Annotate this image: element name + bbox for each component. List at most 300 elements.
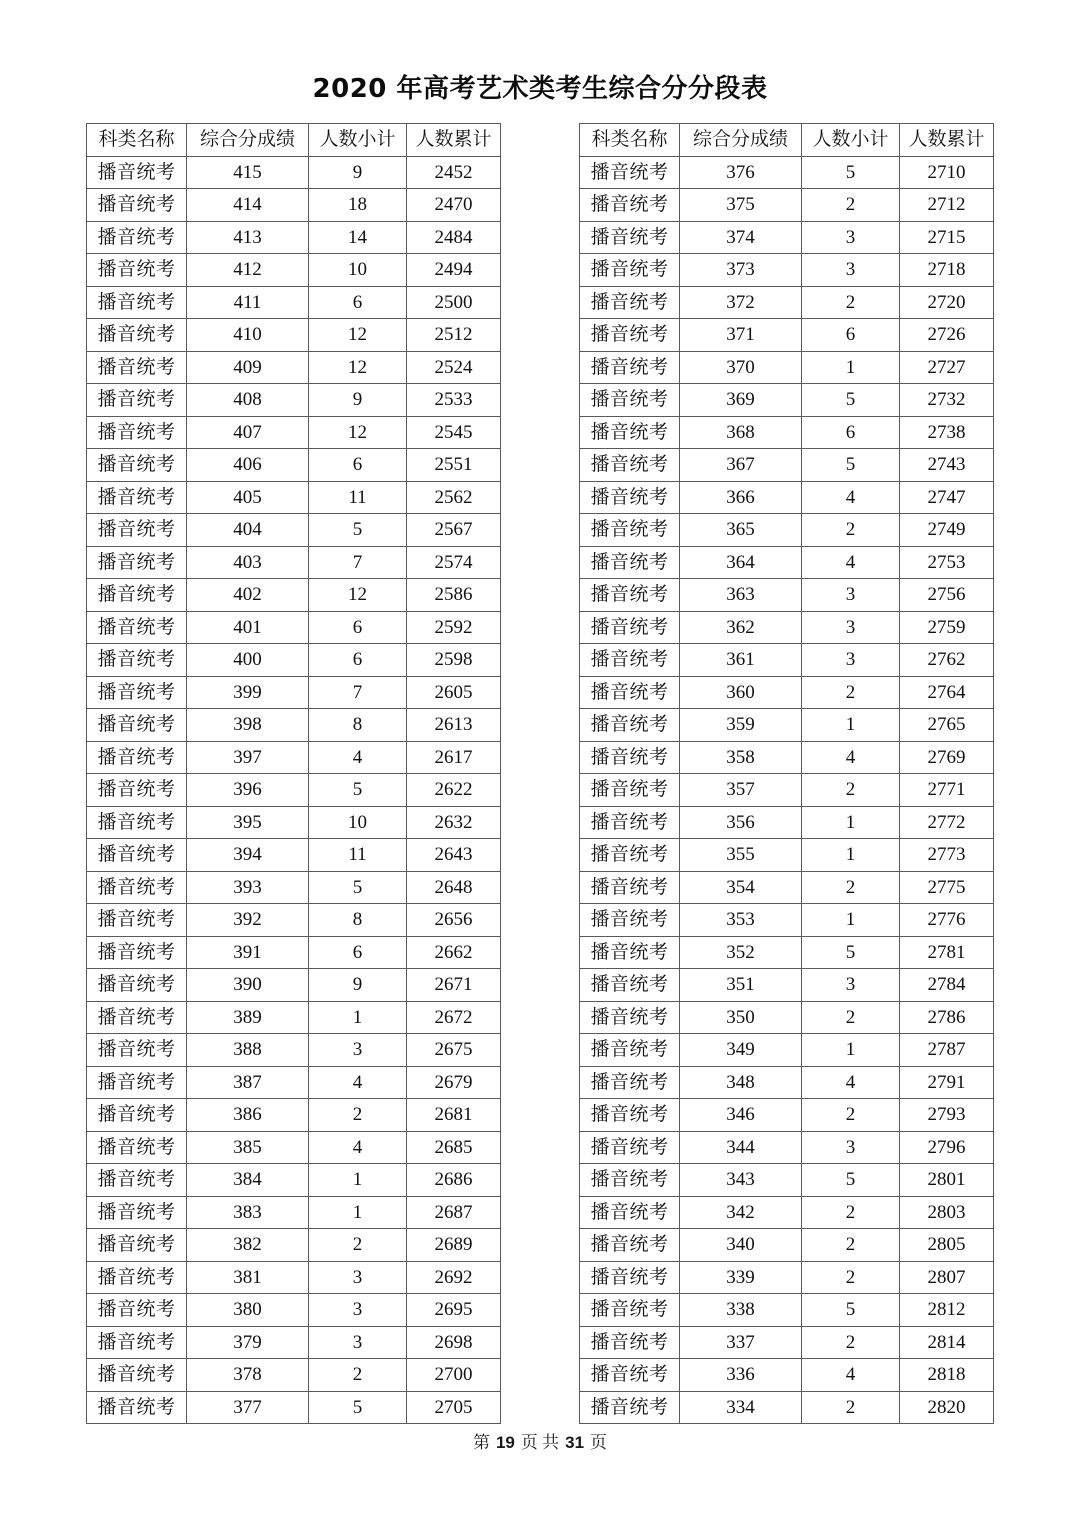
cell-cumulative: 2470 bbox=[407, 189, 501, 222]
cell-score: 368 bbox=[680, 416, 802, 449]
cell-subtotal: 2 bbox=[802, 871, 900, 904]
cell-cumulative: 2671 bbox=[407, 969, 501, 1002]
cell-subtotal: 3 bbox=[309, 1034, 407, 1067]
table-body-left bbox=[87, 156, 501, 1424]
cell-cumulative: 2743 bbox=[900, 449, 994, 482]
cell-score: 358 bbox=[680, 741, 802, 774]
cell-category: 播音统考 bbox=[580, 644, 680, 677]
cell-cumulative: 2700 bbox=[407, 1359, 501, 1392]
table-row bbox=[580, 806, 994, 839]
table-row bbox=[580, 156, 994, 189]
cell-score: 351 bbox=[680, 969, 802, 1002]
cell-score: 353 bbox=[680, 904, 802, 937]
cell-subtotal: 4 bbox=[802, 741, 900, 774]
cell-subtotal: 4 bbox=[309, 741, 407, 774]
cell-score: 370 bbox=[680, 351, 802, 384]
table-row bbox=[580, 1099, 994, 1132]
cell-category: 播音统考 bbox=[87, 1034, 187, 1067]
cell-score: 394 bbox=[187, 839, 309, 872]
cell-category: 播音统考 bbox=[580, 611, 680, 644]
cell-cumulative: 2681 bbox=[407, 1099, 501, 1132]
cell-category: 播音统考 bbox=[87, 1001, 187, 1034]
cell-cumulative: 2747 bbox=[900, 481, 994, 514]
cell-score: 364 bbox=[680, 546, 802, 579]
cell-category: 播音统考 bbox=[87, 546, 187, 579]
cell-score: 381 bbox=[187, 1261, 309, 1294]
cell-category: 播音统考 bbox=[87, 1099, 187, 1132]
table-row bbox=[580, 449, 994, 482]
cell-cumulative: 2796 bbox=[900, 1131, 994, 1164]
table-row bbox=[580, 904, 994, 937]
column-header-subtotal: 人数小计 bbox=[802, 124, 900, 157]
cell-cumulative: 2712 bbox=[900, 189, 994, 222]
cell-subtotal: 6 bbox=[309, 644, 407, 677]
cell-score: 412 bbox=[187, 254, 309, 287]
column-header-cumulative: 人数累计 bbox=[407, 124, 501, 157]
cell-score: 372 bbox=[680, 286, 802, 319]
table-row bbox=[87, 1229, 501, 1262]
table-row bbox=[87, 1294, 501, 1327]
cell-subtotal: 9 bbox=[309, 156, 407, 189]
table-row bbox=[580, 741, 994, 774]
column-header-subtotal: 人数小计 bbox=[309, 124, 407, 157]
cell-subtotal: 3 bbox=[802, 969, 900, 1002]
table-row bbox=[580, 1131, 994, 1164]
table-row bbox=[580, 839, 994, 872]
cell-score: 383 bbox=[187, 1196, 309, 1229]
cell-score: 387 bbox=[187, 1066, 309, 1099]
cell-subtotal: 2 bbox=[802, 1196, 900, 1229]
cell-score: 415 bbox=[187, 156, 309, 189]
cell-subtotal: 5 bbox=[802, 156, 900, 189]
cell-score: 371 bbox=[680, 319, 802, 352]
table-row bbox=[580, 1326, 994, 1359]
cell-score: 336 bbox=[680, 1359, 802, 1392]
cell-subtotal: 6 bbox=[309, 611, 407, 644]
cell-subtotal: 12 bbox=[309, 416, 407, 449]
cell-category: 播音统考 bbox=[87, 449, 187, 482]
cell-cumulative: 2567 bbox=[407, 514, 501, 547]
cell-cumulative: 2643 bbox=[407, 839, 501, 872]
cell-cumulative: 2685 bbox=[407, 1131, 501, 1164]
table-row bbox=[580, 254, 994, 287]
table-row bbox=[580, 871, 994, 904]
cell-subtotal: 2 bbox=[802, 1391, 900, 1424]
cell-category: 播音统考 bbox=[87, 741, 187, 774]
cell-cumulative: 2775 bbox=[900, 871, 994, 904]
cell-cumulative: 2524 bbox=[407, 351, 501, 384]
table-row bbox=[87, 416, 501, 449]
cell-category: 播音统考 bbox=[580, 1131, 680, 1164]
cell-cumulative: 2803 bbox=[900, 1196, 994, 1229]
cell-cumulative: 2662 bbox=[407, 936, 501, 969]
table-row bbox=[580, 481, 994, 514]
cell-subtotal: 2 bbox=[802, 1229, 900, 1262]
cell-score: 367 bbox=[680, 449, 802, 482]
cell-subtotal: 5 bbox=[309, 774, 407, 807]
cell-cumulative: 2820 bbox=[900, 1391, 994, 1424]
cell-score: 407 bbox=[187, 416, 309, 449]
table-row bbox=[580, 546, 994, 579]
cell-score: 354 bbox=[680, 871, 802, 904]
cell-subtotal: 2 bbox=[802, 774, 900, 807]
cell-category: 播音统考 bbox=[580, 871, 680, 904]
table-row bbox=[87, 1326, 501, 1359]
cell-score: 369 bbox=[680, 384, 802, 417]
cell-cumulative: 2791 bbox=[900, 1066, 994, 1099]
cell-cumulative: 2787 bbox=[900, 1034, 994, 1067]
cell-category: 播音统考 bbox=[580, 1294, 680, 1327]
cell-cumulative: 2753 bbox=[900, 546, 994, 579]
cell-subtotal: 1 bbox=[309, 1196, 407, 1229]
cell-subtotal: 4 bbox=[802, 1359, 900, 1392]
cell-cumulative: 2776 bbox=[900, 904, 994, 937]
cell-category: 播音统考 bbox=[87, 384, 187, 417]
table-row bbox=[87, 1196, 501, 1229]
table-row bbox=[87, 221, 501, 254]
cell-category: 播音统考 bbox=[580, 1001, 680, 1034]
cell-category: 播音统考 bbox=[87, 611, 187, 644]
cell-score: 399 bbox=[187, 676, 309, 709]
cell-cumulative: 2452 bbox=[407, 156, 501, 189]
cell-category: 播音统考 bbox=[87, 1326, 187, 1359]
cell-category: 播音统考 bbox=[87, 871, 187, 904]
table-row bbox=[580, 1261, 994, 1294]
cell-subtotal: 2 bbox=[802, 676, 900, 709]
cell-subtotal: 4 bbox=[802, 1066, 900, 1099]
table-row bbox=[87, 384, 501, 417]
cell-score: 385 bbox=[187, 1131, 309, 1164]
cell-cumulative: 2807 bbox=[900, 1261, 994, 1294]
cell-category: 播音统考 bbox=[580, 546, 680, 579]
cell-subtotal: 4 bbox=[309, 1066, 407, 1099]
page-title: 2020 年高考艺术类考生综合分分段表 bbox=[312, 74, 768, 104]
cell-subtotal: 4 bbox=[309, 1131, 407, 1164]
cell-score: 404 bbox=[187, 514, 309, 547]
cell-cumulative: 2759 bbox=[900, 611, 994, 644]
cell-subtotal: 6 bbox=[802, 416, 900, 449]
cell-score: 376 bbox=[680, 156, 802, 189]
cell-score: 334 bbox=[680, 1391, 802, 1424]
cell-score: 355 bbox=[680, 839, 802, 872]
table-row bbox=[87, 969, 501, 1002]
table-row bbox=[87, 839, 501, 872]
cell-subtotal: 1 bbox=[802, 806, 900, 839]
cell-cumulative: 2675 bbox=[407, 1034, 501, 1067]
cell-cumulative: 2814 bbox=[900, 1326, 994, 1359]
cell-score: 414 bbox=[187, 189, 309, 222]
cell-category: 播音统考 bbox=[580, 1164, 680, 1197]
cell-subtotal: 10 bbox=[309, 254, 407, 287]
cell-cumulative: 2686 bbox=[407, 1164, 501, 1197]
cell-category: 播音统考 bbox=[580, 1196, 680, 1229]
cell-cumulative: 2786 bbox=[900, 1001, 994, 1034]
cell-cumulative: 2756 bbox=[900, 579, 994, 612]
cell-category: 播音统考 bbox=[580, 1229, 680, 1262]
cell-score: 373 bbox=[680, 254, 802, 287]
cell-subtotal: 12 bbox=[309, 579, 407, 612]
cell-subtotal: 3 bbox=[309, 1326, 407, 1359]
cell-score: 411 bbox=[187, 286, 309, 319]
cell-subtotal: 1 bbox=[309, 1001, 407, 1034]
cell-score: 409 bbox=[187, 351, 309, 384]
cell-subtotal: 5 bbox=[802, 1294, 900, 1327]
cell-category: 播音统考 bbox=[87, 156, 187, 189]
cell-category: 播音统考 bbox=[87, 1391, 187, 1424]
page-footer bbox=[0, 1428, 1080, 1453]
cell-cumulative: 2551 bbox=[407, 449, 501, 482]
cell-cumulative: 2500 bbox=[407, 286, 501, 319]
cell-subtotal: 2 bbox=[309, 1359, 407, 1392]
cell-subtotal: 3 bbox=[802, 221, 900, 254]
cell-score: 396 bbox=[187, 774, 309, 807]
cell-cumulative: 2727 bbox=[900, 351, 994, 384]
cell-score: 361 bbox=[680, 644, 802, 677]
cell-category: 播音统考 bbox=[87, 676, 187, 709]
score-table-left bbox=[86, 123, 501, 1424]
cell-cumulative: 2632 bbox=[407, 806, 501, 839]
cell-category: 播音统考 bbox=[87, 579, 187, 612]
cell-subtotal: 2 bbox=[802, 286, 900, 319]
cell-score: 339 bbox=[680, 1261, 802, 1294]
cell-subtotal: 2 bbox=[802, 1001, 900, 1034]
cell-score: 377 bbox=[187, 1391, 309, 1424]
cell-subtotal: 2 bbox=[309, 1229, 407, 1262]
table-row bbox=[87, 189, 501, 222]
table-row bbox=[87, 1391, 501, 1424]
cell-cumulative: 2689 bbox=[407, 1229, 501, 1262]
cell-cumulative: 2695 bbox=[407, 1294, 501, 1327]
table-row bbox=[580, 969, 994, 1002]
table-row bbox=[580, 676, 994, 709]
cell-cumulative: 2805 bbox=[900, 1229, 994, 1262]
cell-subtotal: 4 bbox=[802, 546, 900, 579]
cell-category: 播音统考 bbox=[87, 904, 187, 937]
cell-category: 播音统考 bbox=[580, 189, 680, 222]
cell-cumulative: 2738 bbox=[900, 416, 994, 449]
cell-category: 播音统考 bbox=[580, 676, 680, 709]
cell-score: 363 bbox=[680, 579, 802, 612]
cell-subtotal: 11 bbox=[309, 839, 407, 872]
cell-category: 播音统考 bbox=[580, 384, 680, 417]
cell-category: 播音统考 bbox=[580, 969, 680, 1002]
table-row bbox=[87, 514, 501, 547]
table-row bbox=[87, 319, 501, 352]
cell-score: 391 bbox=[187, 936, 309, 969]
cell-cumulative: 2692 bbox=[407, 1261, 501, 1294]
cell-cumulative: 2812 bbox=[900, 1294, 994, 1327]
cell-subtotal: 6 bbox=[802, 319, 900, 352]
cell-subtotal: 7 bbox=[309, 546, 407, 579]
cell-subtotal: 4 bbox=[802, 481, 900, 514]
cell-cumulative: 2732 bbox=[900, 384, 994, 417]
cell-score: 360 bbox=[680, 676, 802, 709]
cell-cumulative: 2648 bbox=[407, 871, 501, 904]
cell-category: 播音统考 bbox=[580, 221, 680, 254]
cell-score: 357 bbox=[680, 774, 802, 807]
table-row bbox=[87, 286, 501, 319]
cell-cumulative: 2672 bbox=[407, 1001, 501, 1034]
cell-subtotal: 5 bbox=[802, 1164, 900, 1197]
table-row bbox=[580, 514, 994, 547]
cell-category: 播音统考 bbox=[580, 1066, 680, 1099]
cell-subtotal: 3 bbox=[802, 1131, 900, 1164]
table-row bbox=[87, 351, 501, 384]
cell-subtotal: 12 bbox=[309, 319, 407, 352]
cell-score: 340 bbox=[680, 1229, 802, 1262]
cell-score: 338 bbox=[680, 1294, 802, 1327]
cell-cumulative: 2781 bbox=[900, 936, 994, 969]
cell-cumulative: 2718 bbox=[900, 254, 994, 287]
table-row bbox=[580, 1229, 994, 1262]
cell-category: 播音统考 bbox=[580, 1359, 680, 1392]
cell-cumulative: 2687 bbox=[407, 1196, 501, 1229]
cell-category: 播音统考 bbox=[87, 1294, 187, 1327]
cell-score: 356 bbox=[680, 806, 802, 839]
cell-subtotal: 5 bbox=[309, 1391, 407, 1424]
cell-subtotal: 1 bbox=[802, 709, 900, 742]
cell-cumulative: 2710 bbox=[900, 156, 994, 189]
cell-score: 362 bbox=[680, 611, 802, 644]
cell-category: 播音统考 bbox=[580, 319, 680, 352]
cell-category: 播音统考 bbox=[87, 189, 187, 222]
cell-score: 389 bbox=[187, 1001, 309, 1034]
cell-score: 413 bbox=[187, 221, 309, 254]
cell-category: 播音统考 bbox=[87, 839, 187, 872]
cell-cumulative: 2769 bbox=[900, 741, 994, 774]
cell-category: 播音统考 bbox=[580, 741, 680, 774]
table-row bbox=[580, 384, 994, 417]
cell-score: 406 bbox=[187, 449, 309, 482]
cell-score: 378 bbox=[187, 1359, 309, 1392]
cell-cumulative: 2764 bbox=[900, 676, 994, 709]
cell-cumulative: 2592 bbox=[407, 611, 501, 644]
column-header-score: 综合分成绩 bbox=[187, 124, 309, 157]
cell-category: 播音统考 bbox=[87, 286, 187, 319]
table-row bbox=[87, 1066, 501, 1099]
cell-score: 359 bbox=[680, 709, 802, 742]
cell-category: 播音统考 bbox=[87, 644, 187, 677]
cell-category: 播音统考 bbox=[87, 319, 187, 352]
table-row bbox=[580, 319, 994, 352]
cell-cumulative: 2484 bbox=[407, 221, 501, 254]
cell-category: 播音统考 bbox=[87, 1261, 187, 1294]
cell-score: 386 bbox=[187, 1099, 309, 1132]
cell-subtotal: 9 bbox=[309, 384, 407, 417]
cell-cumulative: 2545 bbox=[407, 416, 501, 449]
table-row bbox=[580, 189, 994, 222]
cell-category: 播音统考 bbox=[580, 351, 680, 384]
cell-category: 播音统考 bbox=[580, 481, 680, 514]
cell-subtotal: 3 bbox=[802, 644, 900, 677]
cell-cumulative: 2494 bbox=[407, 254, 501, 287]
table-row bbox=[87, 611, 501, 644]
cell-subtotal: 9 bbox=[309, 969, 407, 1002]
cell-subtotal: 3 bbox=[309, 1294, 407, 1327]
column-header-cumulative: 人数累计 bbox=[900, 124, 994, 157]
cell-subtotal: 5 bbox=[309, 514, 407, 547]
cell-score: 403 bbox=[187, 546, 309, 579]
cell-subtotal: 5 bbox=[802, 384, 900, 417]
footer-middle: 页 共 bbox=[520, 1433, 560, 1452]
cell-category: 播音统考 bbox=[580, 286, 680, 319]
cell-category: 播音统考 bbox=[580, 156, 680, 189]
cell-score: 392 bbox=[187, 904, 309, 937]
table-row bbox=[87, 579, 501, 612]
cell-score: 379 bbox=[187, 1326, 309, 1359]
cell-cumulative: 2679 bbox=[407, 1066, 501, 1099]
cell-subtotal: 1 bbox=[802, 351, 900, 384]
column-header-score: 综合分成绩 bbox=[680, 124, 802, 157]
cell-subtotal: 2 bbox=[802, 1326, 900, 1359]
cell-score: 402 bbox=[187, 579, 309, 612]
cell-score: 400 bbox=[187, 644, 309, 677]
cell-category: 播音统考 bbox=[87, 514, 187, 547]
cell-score: 343 bbox=[680, 1164, 802, 1197]
cell-cumulative: 2622 bbox=[407, 774, 501, 807]
cell-cumulative: 2617 bbox=[407, 741, 501, 774]
cell-score: 408 bbox=[187, 384, 309, 417]
cell-score: 352 bbox=[680, 936, 802, 969]
cell-cumulative: 2801 bbox=[900, 1164, 994, 1197]
table-row bbox=[87, 709, 501, 742]
cell-score: 398 bbox=[187, 709, 309, 742]
cell-subtotal: 8 bbox=[309, 709, 407, 742]
cell-subtotal: 3 bbox=[802, 611, 900, 644]
cell-subtotal: 6 bbox=[309, 936, 407, 969]
cell-score: 380 bbox=[187, 1294, 309, 1327]
table-row bbox=[580, 1196, 994, 1229]
footer-total-pages: 31 bbox=[565, 1433, 585, 1452]
cell-subtotal: 5 bbox=[309, 871, 407, 904]
cell-cumulative: 2784 bbox=[900, 969, 994, 1002]
cell-cumulative: 2726 bbox=[900, 319, 994, 352]
table-row bbox=[580, 1164, 994, 1197]
table-row bbox=[580, 351, 994, 384]
cell-subtotal: 2 bbox=[802, 1099, 900, 1132]
cell-category: 播音统考 bbox=[87, 1359, 187, 1392]
cell-score: 390 bbox=[187, 969, 309, 1002]
table-row bbox=[580, 1294, 994, 1327]
cell-subtotal: 10 bbox=[309, 806, 407, 839]
table-row bbox=[87, 871, 501, 904]
column-header-category: 科类名称 bbox=[87, 124, 187, 157]
table-row bbox=[580, 579, 994, 612]
table-row bbox=[87, 254, 501, 287]
cell-cumulative: 2598 bbox=[407, 644, 501, 677]
cell-subtotal: 1 bbox=[802, 839, 900, 872]
cell-subtotal: 18 bbox=[309, 189, 407, 222]
cell-score: 365 bbox=[680, 514, 802, 547]
cell-subtotal: 12 bbox=[309, 351, 407, 384]
cell-category: 播音统考 bbox=[87, 969, 187, 1002]
cell-category: 播音统考 bbox=[580, 1391, 680, 1424]
table-row bbox=[87, 156, 501, 189]
cell-subtotal: 3 bbox=[802, 254, 900, 287]
table-row bbox=[87, 449, 501, 482]
cell-cumulative: 2656 bbox=[407, 904, 501, 937]
cell-cumulative: 2749 bbox=[900, 514, 994, 547]
cell-cumulative: 2715 bbox=[900, 221, 994, 254]
score-tables-container bbox=[0, 123, 1080, 1424]
cell-score: 405 bbox=[187, 481, 309, 514]
cell-cumulative: 2818 bbox=[900, 1359, 994, 1392]
table-row bbox=[87, 741, 501, 774]
table-row bbox=[87, 676, 501, 709]
cell-subtotal: 11 bbox=[309, 481, 407, 514]
table-row bbox=[580, 709, 994, 742]
cell-cumulative: 2705 bbox=[407, 1391, 501, 1424]
